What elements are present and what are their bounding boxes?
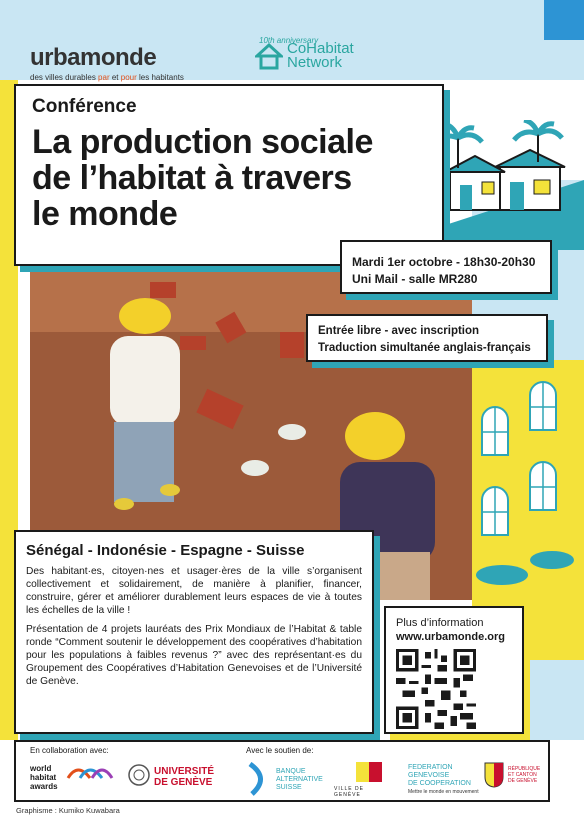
- ville-geneve-emblem-icon: [356, 762, 382, 782]
- cohabitat-anniversary: 10th anniversary: [259, 36, 319, 45]
- building-windows-illustration: [472, 370, 584, 600]
- translation-info: Traduction simultanée anglais-français: [318, 342, 531, 354]
- bas-swoosh-icon: [246, 762, 272, 796]
- title-panel: [14, 84, 444, 266]
- description-paragraph-2: Présentation de 4 projets lauréats des Prix Mondiaux de l’Habitat & table ronde “Comment soutenir le développement des coopératives d’habitation pour les populations à faibles revenus ?” avec des représentant·es du Groupement des Coopératives d’Habitation Genevoises et de l’Université de Genève.: [26, 624, 362, 687]
- qr-code-icon[interactable]: [396, 649, 476, 729]
- cohabitat-name: CoHabitat: [287, 40, 354, 57]
- urbamonde-logo: [30, 44, 184, 82]
- event-type: Conférence: [32, 96, 137, 117]
- countries-heading: Sénégal - Indonésie - Espagne - Suisse: [26, 542, 305, 559]
- partners-bar: [14, 740, 550, 802]
- more-info-label: Plus d’information: [396, 617, 484, 629]
- houses-illustration: [430, 120, 584, 250]
- unige-seal-icon: [128, 764, 150, 786]
- ville-geneve-logo: VILLE DE GENÈVE: [334, 786, 364, 798]
- event-location: Uni Mail - salle MR280: [352, 272, 478, 286]
- urbamonde-name: urbamonde: [30, 44, 157, 71]
- design-credit: Graphisme : Kumiko Kuwabara: [16, 806, 120, 815]
- entry-info: Entrée libre - avec inscription: [318, 325, 480, 337]
- entry-panel: [306, 314, 548, 362]
- urbamonde-tagline: des villes durables par et pour les habitants: [30, 73, 184, 82]
- fgc-logo: FEDERATION GENEVOISE DE COOPERATION Mettre le monde en mouvement: [408, 764, 479, 795]
- house-icon: [255, 42, 283, 70]
- description-paragraph-1: Des habitant·es, citoyen·nes et usager·ères de la ville s’organisent collectivement et solidairement, de manière à planifier, financer, construire, gérer et améliorer durablement leurs espaces de vie à toutes les échelles de la ville !: [26, 566, 362, 616]
- event-datetime: Mardi 1er octobre - 18h30-20h30: [352, 255, 536, 269]
- description-panel: [14, 530, 374, 734]
- canton-geneve-crest-icon: [484, 762, 504, 788]
- more-info-panel: [384, 606, 524, 734]
- cohabitat-network: Network: [287, 54, 343, 71]
- cohabitat-network-logo: [255, 36, 354, 71]
- world-habitat-rainbow-icon: [66, 762, 114, 780]
- unige-logo: UNIVERSITÉ DE GENÈVE: [154, 766, 215, 788]
- website-link[interactable]: www.urbamonde.org: [396, 631, 505, 643]
- page-title: La production sociale de l’habitat à travers le monde: [32, 123, 373, 233]
- corner-tab: [544, 0, 584, 40]
- banque-alternative-logo: BANQUE ALTERNATIVE SUISSE: [276, 768, 323, 791]
- canton-geneve-logo: RÉPUBLIQUE ET CANTON DE GENÈVE: [508, 766, 541, 784]
- support-label: Avec le soutien de:: [246, 746, 314, 755]
- date-panel: [340, 240, 552, 294]
- world-habitat-awards-logo: world habitat awards: [30, 764, 58, 791]
- collab-label: En collaboration avec:: [30, 746, 109, 755]
